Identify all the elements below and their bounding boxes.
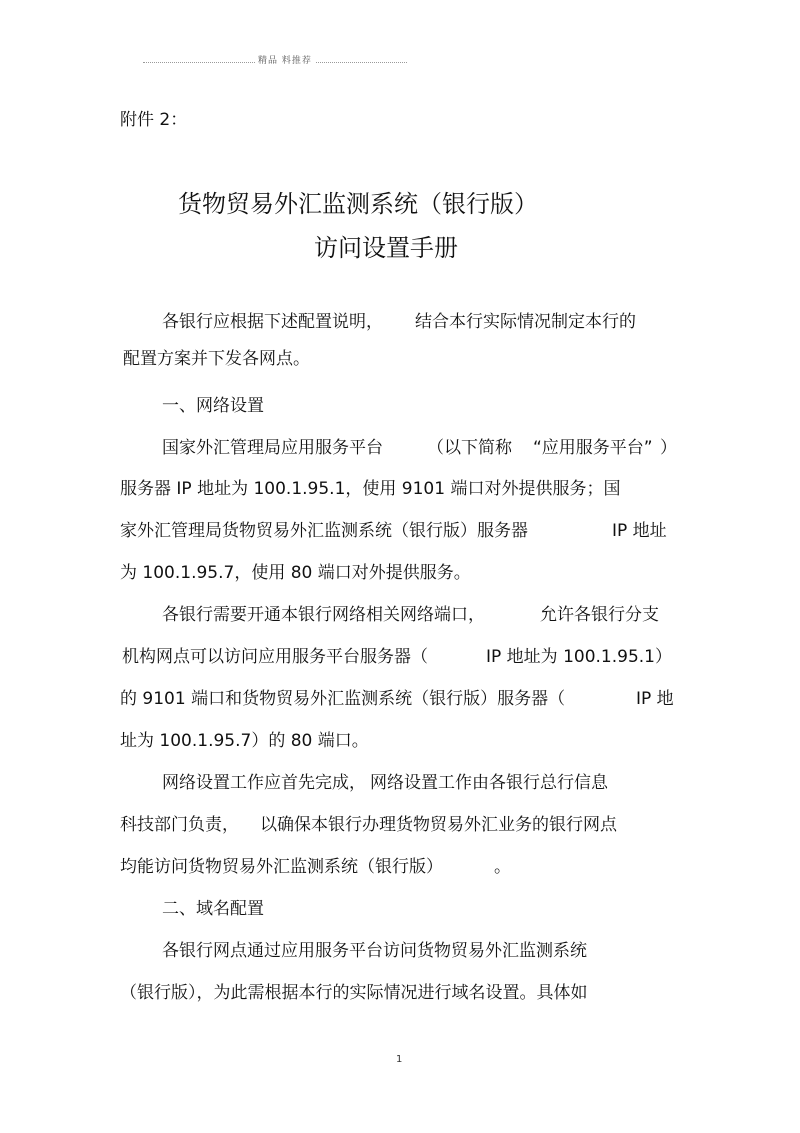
paragraph-text: IP 地址为 100.1.95.1） bbox=[486, 647, 672, 667]
paragraph-text: 各银行需要开通本银行网络相关网络端口， bbox=[162, 605, 485, 625]
paragraph-text: 以确保本银行办理货物贸易外汇业务的银行网点 bbox=[260, 815, 617, 835]
paragraph-text: 的 9101 端口和货物贸易外汇监测系统（银行版）服务器（ bbox=[120, 689, 566, 709]
section-heading-network: 一、网络设置 bbox=[162, 396, 264, 416]
header-watermark: 精品 料推荐 bbox=[255, 54, 315, 68]
paragraph-text: 均能访问货物贸易外汇监测系统（银行版） bbox=[120, 857, 443, 877]
paragraph-text: 服务器 IP 地址为 100.1.95.1，使用 9101 端口对外提供服务；国 bbox=[120, 479, 621, 499]
document-title-line2: 访问设置手册 bbox=[314, 234, 458, 262]
paragraph-text: （以下简称 bbox=[427, 438, 512, 458]
paragraph-text: 网络设置工作由各银行总行信息 bbox=[370, 773, 608, 793]
page-number: 1 bbox=[396, 1054, 403, 1065]
paragraph-text: 为 100.1.95.7，使用 80 端口对外提供服务。 bbox=[120, 563, 471, 583]
intro-text: 配置方案并下发各网点。 bbox=[123, 349, 310, 369]
paragraph-text: 。 bbox=[494, 857, 511, 877]
paragraph-text: 家外汇管理局货物贸易外汇监测系统（银行版）服务器 bbox=[120, 521, 528, 541]
paragraph-text: 允许各银行分支 bbox=[540, 605, 659, 625]
paragraph-text: IP 地 bbox=[636, 689, 674, 709]
document-title-line1: 货物贸易外汇监测系统（银行版） bbox=[178, 190, 538, 218]
attachment-label: 附件 2： bbox=[120, 110, 188, 130]
intro-text: 各银行应根据下述配置说明， bbox=[162, 312, 383, 332]
paragraph-text: 科技部门负责， bbox=[120, 815, 239, 835]
paragraph-text: （银行版），为此需根据本行的实际情况进行域名设置。具体如 bbox=[120, 983, 588, 1003]
paragraph-text: 址为 100.1.95.7）的 80 端口。 bbox=[120, 731, 369, 751]
section-heading-domain: 二、域名配置 bbox=[162, 899, 264, 919]
paragraph-text: 机构网点可以访问应用服务平台服务器（ bbox=[122, 647, 428, 667]
paragraph-text: IP 地址 bbox=[612, 521, 667, 541]
paragraph-text: ） bbox=[660, 438, 677, 458]
paragraph-text: 网络设置工作应首先完成， bbox=[162, 773, 366, 793]
intro-text: 结合本行实际情况制定本行的 bbox=[415, 312, 636, 332]
paragraph-text: 各银行网点通过应用服务平台访问货物贸易外汇监测系统 bbox=[162, 941, 587, 961]
paragraph-text: “应用服务平台” bbox=[533, 438, 653, 458]
paragraph-text: 国家外汇管理局应用服务平台 bbox=[162, 438, 383, 458]
